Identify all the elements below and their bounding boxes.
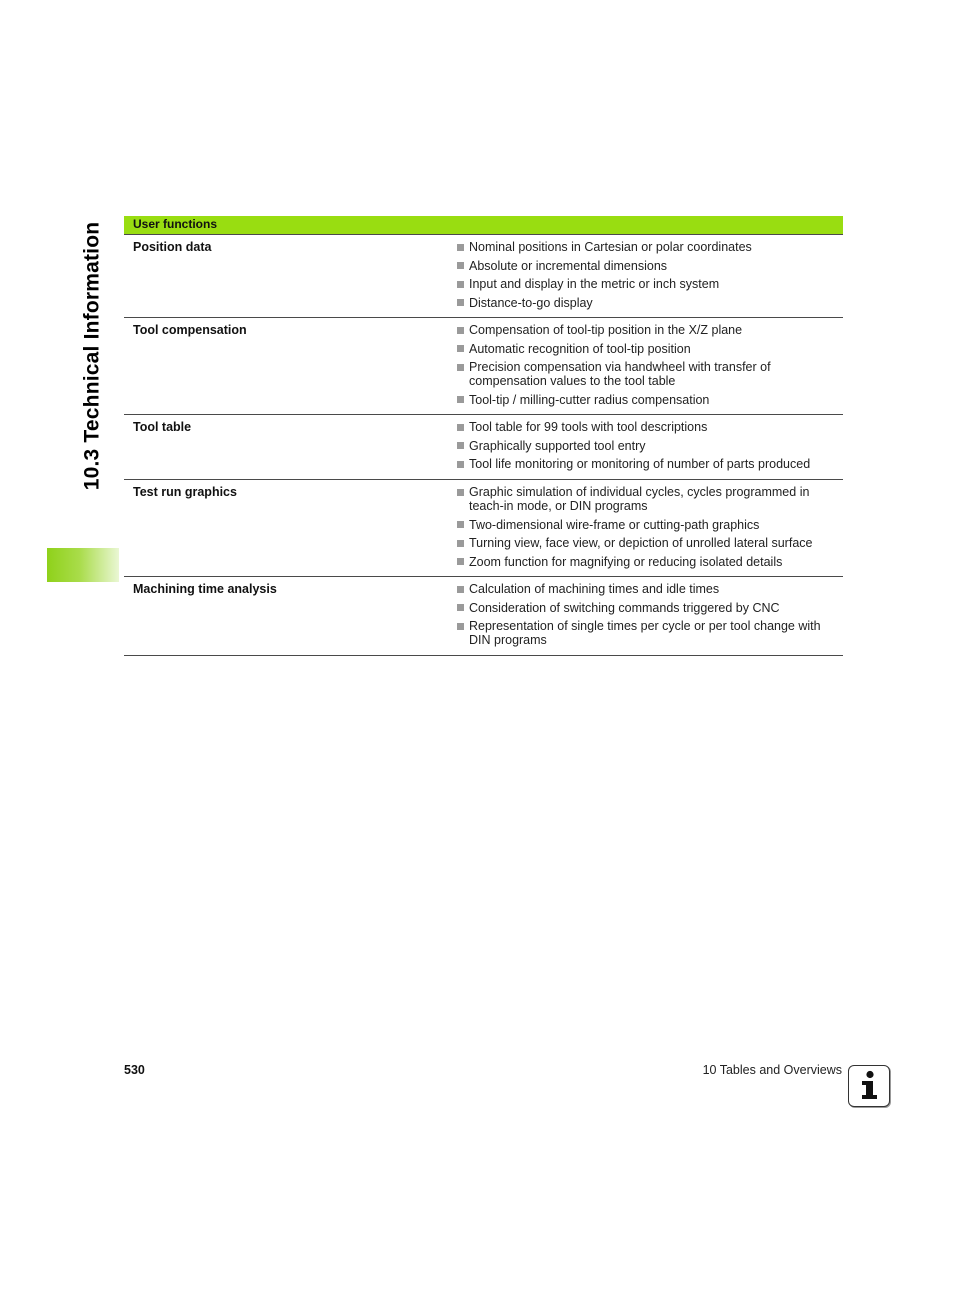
row-items xyxy=(457,415,843,479)
list-item: Tool life monitoring or monitoring of number of parts produced xyxy=(457,457,843,471)
row-items xyxy=(457,480,843,576)
bullet-square-icon xyxy=(457,327,464,334)
bullet-square-icon xyxy=(457,540,464,547)
row-label: Position data xyxy=(133,240,212,254)
bullet-square-icon xyxy=(457,299,464,306)
table-row-test-run-graphics xyxy=(124,480,843,577)
list-item: Precision compensation via handwheel with transfer of compensation values to the tool table xyxy=(457,360,843,388)
list-item: Graphically supported tool entry xyxy=(457,439,843,453)
bullet-square-icon xyxy=(457,623,464,630)
list-item: Graphic simulation of individual cycles, cycles programmed in teach-in mode, or DIN programs xyxy=(457,485,843,513)
list-item: Representation of single times per cycle or per tool change with DIN programs xyxy=(457,619,843,647)
list-item: Calculation of machining times and idle times xyxy=(457,582,843,596)
bullet-square-icon xyxy=(457,604,464,611)
bullet-square-icon xyxy=(457,521,464,528)
list-item: Distance-to-go display xyxy=(457,296,843,310)
bullet-square-icon xyxy=(457,364,464,371)
info-glyph xyxy=(849,1066,888,1105)
chapter-side-title xyxy=(77,214,107,494)
row-items xyxy=(457,235,843,317)
bullet-square-icon xyxy=(457,558,464,565)
row-label: Tool compensation xyxy=(133,323,247,337)
row-items xyxy=(457,577,843,655)
table-row-machining-time-analysis xyxy=(124,577,843,656)
bullet-square-icon xyxy=(457,489,464,496)
bullet-square-icon xyxy=(457,244,464,251)
list-item: Tool-tip / milling-cutter radius compensation xyxy=(457,393,843,407)
page-number: 530 xyxy=(124,1063,145,1077)
bullet-square-icon xyxy=(457,345,464,352)
list-item: Zoom function for magnifying or reducing isolated details xyxy=(457,555,843,569)
table-row-tool-compensation xyxy=(124,318,843,415)
list-item: Consideration of switching commands triggered by CNC xyxy=(457,601,843,615)
user-functions-table xyxy=(124,216,843,656)
bullet-square-icon xyxy=(457,281,464,288)
bullet-square-icon xyxy=(457,262,464,269)
info-icon xyxy=(848,1065,890,1107)
list-item: Turning view, face view, or depiction of unrolled lateral surface xyxy=(457,536,843,550)
side-title-text: 10.3 Technical Information xyxy=(80,221,104,491)
list-item: Two-dimensional wire-frame or cutting-path graphics xyxy=(457,518,843,532)
list-item: Compensation of tool-tip position in the X/Z plane xyxy=(457,323,843,337)
list-item: Absolute or incremental dimensions xyxy=(457,259,843,273)
table-header: User functions xyxy=(124,216,843,235)
row-label: Test run graphics xyxy=(133,485,237,499)
row-label: Tool table xyxy=(133,420,192,434)
chapter-tab-marker xyxy=(47,548,119,582)
bullet-square-icon xyxy=(457,424,464,431)
row-items xyxy=(457,318,843,414)
row-label: Machining time analysis xyxy=(133,582,277,596)
list-item: Automatic recognition of tool-tip position xyxy=(457,342,843,356)
bullet-square-icon xyxy=(457,396,464,403)
bullet-square-icon xyxy=(457,442,464,449)
list-item: Nominal positions in Cartesian or polar coordinates xyxy=(457,240,843,254)
table-row-position-data xyxy=(124,235,843,318)
list-item: Tool table for 99 tools with tool descriptions xyxy=(457,420,843,434)
bullet-square-icon xyxy=(457,461,464,468)
list-item: Input and display in the metric or inch system xyxy=(457,277,843,291)
bullet-square-icon xyxy=(457,586,464,593)
chapter-footer: 10 Tables and Overviews xyxy=(702,1063,842,1077)
table-row-tool-table xyxy=(124,415,843,480)
